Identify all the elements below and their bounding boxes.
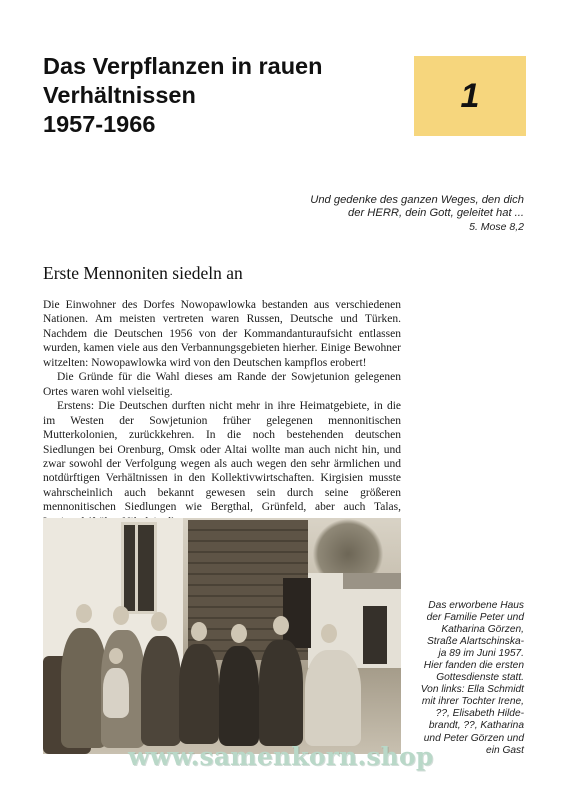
photo-person [179,644,219,744]
caption-line: ein Gast [486,744,524,756]
caption-line: mit ihrer Tochter Irene, [421,696,524,708]
photo-person [219,646,259,746]
chapter-number-box [414,56,526,136]
photo-person [305,650,361,746]
caption-line: Hier fanden die ersten [423,660,524,672]
chapter-title-line-2: Verhältnissen [43,82,196,108]
chapter-title [43,52,383,139]
caption-line: und Peter Görzen und [423,732,524,744]
caption-line: ??, Elisabeth Hilde- [435,708,524,720]
caption-line: Katharina Görzen, [441,624,524,636]
photo-child [103,668,129,718]
family-photo [43,518,401,754]
photo-person [259,640,303,746]
paragraph: Die Einwohner des Dorfes Nowopawlowka bestanden aus verschiedenen Nationen. Am meisten vertreten waren Russen, Deutsche und Türken. Nachdem die Deutschen 1956 von der Kommandanturaufsicht entlassen wurden, kamen viele aus den Verbannungsgebieten hierher. Einige Bewohner witzelten: Nowopawlowka wird von den Deutschen kampflos erobert! [43,299,401,369]
body-text [43,298,401,529]
epigraph-reference: 5. Mose 8,2 [469,221,524,233]
caption-line: Das erworbene Haus [428,600,524,611]
caption-line: Von links: Ella Schmidt [420,684,524,696]
caption-line: brandt, ??, Katharina [428,720,524,732]
caption-line: ja 89 im Juni 1957. [438,648,524,660]
photo-tree [313,518,383,578]
caption-line: Gottesdienste statt. [436,672,524,684]
chapter-number: 1 [460,76,480,115]
watermark: www.samenkorn.shop [128,742,434,771]
epigraph [224,194,524,234]
photo-person [141,636,181,746]
caption-line: der Familie Peter und [426,612,524,624]
section-heading: Erste Mennoniten siedeln an [43,263,243,283]
chapter-title-line-1: Das Verpflanzen in rauen [43,53,323,79]
photo-window [121,522,157,614]
caption-line: Straße Alartschinska- [427,636,524,648]
epigraph-line-1: Und gedenke des ganzen Weges, den dich [310,194,524,206]
photo-door [283,578,311,648]
epigraph-line-2: der HERR, dein Gott, geleitet hat ... [348,207,524,219]
paragraph: Die Gründe für die Wahl dieses am Rande der Sowjetunion gelegenen Ortes waren wohl vielseitig. [43,371,401,398]
photo-caption [394,600,524,757]
chapter-title-line-3: 1957-1966 [43,111,156,137]
paragraph: Erstens: Die Deutschen durften nicht mehr in ihre Heimatgebiete, in die im Westen der Sowjetunion früher gelegenen mennonitischen Mutterkolonien, zurückkehren. In die noch bestehenden deutschen Siedlungen bei Orenburg, Omsk oder Altai wollte man auch nicht hin, und zwar sowohl der Verfolgung wegen als auch wegen den sehr ärmlichen und notdürftigen Verhältnissen in den Kollektivwirtschaften. Kirgisien musste wahrscheinlich auch bekannt gewesen sein durch seine größeren mennonitischen Siedlungen wie Bergthal, Grünfeld, aber auch Talas, [43,400,401,514]
